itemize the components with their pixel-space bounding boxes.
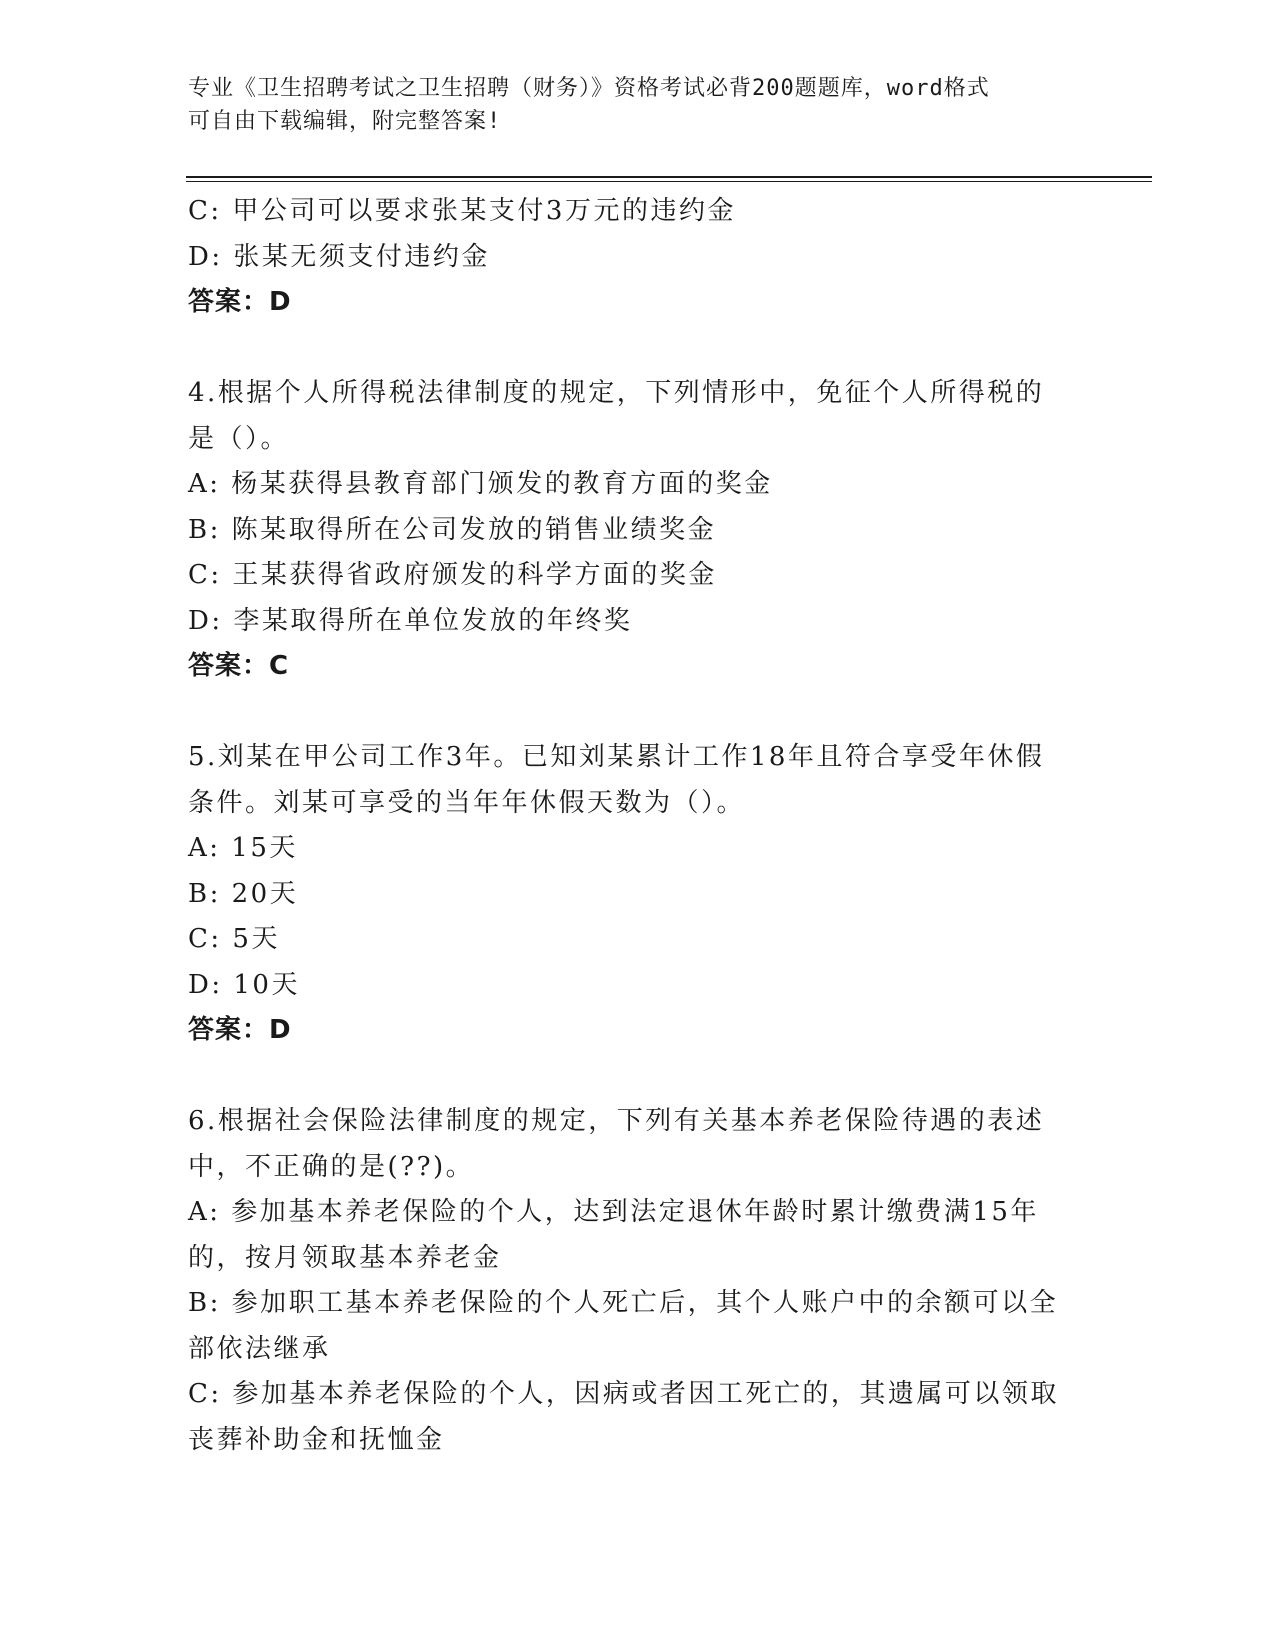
q3-option-c: C: 甲公司可以要求张某支付3万元的违约金 (188, 196, 736, 226)
header-divider-thin (186, 181, 1152, 182)
q5-option-a: A: 15天 (188, 833, 298, 863)
header-line-1: 专业《卫生招聘考试之卫生招聘（财务）》资格考试必背200题题库，word格式 (188, 76, 990, 101)
spacer (188, 690, 1088, 736)
question-5 (188, 735, 1088, 1054)
q6-option-a-line-2: 的，按月领取基本养老金 (188, 1242, 502, 1273)
q4-option-c: C: 王某获得省政府颁发的科学方面的奖金 (188, 560, 717, 590)
q4-stem-line-2: 是（）。 (188, 423, 290, 454)
q4-stem-line-1: 4.根据个人所得税法律制度的规定，下列情形中，免征个人所得税的 (188, 378, 1045, 408)
question-3-remainder (188, 189, 1088, 326)
q6-stem-line-1: 6.根据社会保险法律制度的规定，下列有关基本养老保险待遇的表述 (188, 1106, 1045, 1136)
q6-option-b-line-2: 部依法继承 (188, 1333, 331, 1364)
q4-answer: 答案：C (188, 651, 290, 681)
question-6 (188, 1099, 1088, 1463)
question-4 (188, 371, 1088, 690)
page-header (188, 72, 1068, 138)
question-content (188, 189, 1088, 1463)
q4-option-a: A: 杨某获得县教育部门颁发的教育方面的奖金 (188, 469, 773, 499)
q6-option-a-line-1: A: 参加基本养老保险的个人，达到法定退休年龄时累计缴费满15年 (188, 1197, 1039, 1227)
q6-stem-line-2: 中，不正确的是(??)。 (188, 1151, 475, 1182)
spacer (188, 326, 1088, 372)
q5-stem-line-2: 条件。刘某可享受的当年年休假天数为（）。 (188, 787, 746, 818)
q4-option-b: B: 陈某取得所在公司发放的销售业绩奖金 (188, 514, 717, 545)
q5-option-d: D: 10天 (188, 969, 300, 1000)
q5-answer: 答案：D (188, 1015, 292, 1045)
q5-stem-line-1: 5.刘某在甲公司工作3年。已知刘某累计工作18年且符合享受年休假 (188, 742, 1045, 772)
q6-option-c-line-2: 丧葬补助金和抚恤金 (188, 1424, 445, 1455)
header-line-2: 可自由下载编辑，附完整答案! (188, 109, 502, 134)
header-divider-thick (186, 176, 1152, 178)
q5-option-c: C: 5天 (188, 924, 280, 954)
q4-option-d: D: 李某取得所在单位发放的年终奖 (188, 605, 633, 636)
q5-option-b: B: 20天 (188, 878, 299, 909)
spacer (188, 1054, 1088, 1100)
q6-option-c-line-1: C: 参加基本养老保险的个人，因病或者因工死亡的，其遗属可以领取 (188, 1379, 1059, 1409)
q3-option-d: D: 张某无须支付违约金 (188, 241, 490, 272)
q6-option-b-line-1: B: 参加职工基本养老保险的个人死亡后，其个人账户中的余额可以全 (188, 1288, 1059, 1318)
q3-answer: 答案：D (188, 287, 292, 317)
